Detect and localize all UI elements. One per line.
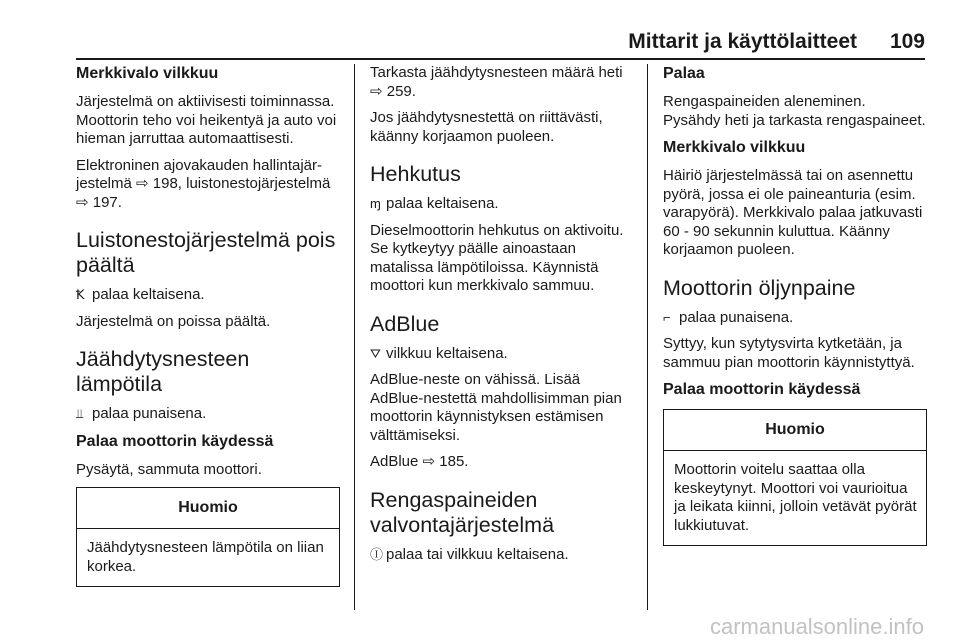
- heading-blinking: Merkkivalo vilkkuu: [76, 65, 219, 82]
- watermark: carmanualsonline.info: [709, 614, 924, 639]
- coolant-temperature-icon: ⫫: [76, 406, 84, 421]
- paragraph-coolant-enough: Jos jäähdytysnestettä on riittävästi, käänny korjaamon puoleen.: [370, 109, 603, 145]
- oil-pressure-icon: ⌐: [663, 309, 671, 325]
- paragraph-esc-ref: Elektroninen ajovakauden hallintajärjestelmä ⇨ 198, luistonestojärjestelmä ⇨ 197.: [76, 156, 331, 211]
- paragraph-tc-yellow: Ꝁ palaa keltaisena.: [76, 286, 205, 303]
- note-title: Huomio: [77, 488, 339, 529]
- paragraph-adblue-blink: ⛛ vilkkuu keltaisena.: [370, 344, 508, 362]
- traction-off-icon: Ꝁ: [76, 287, 85, 302]
- column-middle: [370, 64, 634, 572]
- paragraph-system-off: Järjestelmä on poissa päältä.: [76, 312, 271, 330]
- paragraph-glow-yellow: ɱ palaa keltaisena.: [370, 195, 499, 212]
- heading-adblue: AdBlue: [370, 311, 440, 336]
- paragraph-active: Järjestelmä on aktiivisesti toiminnassa. Moottorin teho voi heikentyä ja auto voi hieman jarruttaa automaattisesti.: [76, 93, 337, 147]
- heading-oil-pressure: Moottorin öljynpaine: [663, 275, 856, 300]
- paragraph-tpms: Ⓘ palaa tai vilkkuu keltaisena.: [370, 545, 569, 563]
- tyre-pressure-icon: Ⓘ: [370, 546, 384, 562]
- heading-traction-off: Luistonestojärjestelmä pois päältä: [76, 228, 336, 277]
- note-title: Huomio: [664, 410, 926, 451]
- column-divider: [647, 64, 648, 610]
- paragraph-oil-red: ⌐ palaa punaisena.: [663, 308, 794, 326]
- column-left: [76, 64, 340, 587]
- note-text: Moottorin voitelu saattaa olla keskeytynyt. Moottori voi vaurioitua ja leikata kiinni, jolloin vetävät pyörät lukkiutuvat.: [674, 461, 917, 534]
- heading-coolant-temp: Jäähdytysnesteen lämpötila: [76, 347, 250, 396]
- heading-engine-running: Palaa moottorin käydessä: [76, 432, 274, 450]
- note-text: Jäähdytysnesteen lämpötila on liian korkea.: [87, 539, 324, 575]
- page-header: [76, 24, 925, 60]
- heading-engine-running: Palaa moottorin käydessä: [663, 381, 861, 398]
- note-box: [76, 487, 340, 587]
- paragraph-adblue-low: AdBlue-neste on vähissä. Lisää AdBlue-nestettä mahdollisimman pian moottorin käynnistyksen estämisen välttämiseksi.: [370, 371, 622, 444]
- section-title: Mittarit ja käyttölaitteet: [628, 30, 857, 53]
- paragraph-oil: Syttyy, kun sytytysvirta kytketään, ja sammuu pian moottorin käynnistyttyä.: [663, 335, 915, 371]
- adblue-icon: ⛛: [370, 345, 381, 361]
- paragraph-stop: Pysäytä, sammuta moottori.: [76, 460, 262, 478]
- paragraph-adblue-ref: AdBlue ⇨ 185.: [370, 453, 469, 470]
- paragraph-glow: Dieselmoottorin hehkutus on aktivoitu. Se kytkeytyy päälle ainoastaan matalissa lämpötiloissa. Käynnistä moottori kun merkkivalo sammuu.: [370, 221, 624, 294]
- note-box: [663, 409, 927, 546]
- column-divider: [354, 64, 355, 610]
- glow-plug-icon: ɱ: [370, 196, 381, 211]
- heading-glow: Hehkutus: [370, 162, 461, 186]
- paragraph-coolant-red: ⫫ palaa punaisena.: [76, 405, 207, 422]
- page-number: 109: [889, 30, 925, 53]
- paragraph-fault: Häiriö järjestelmässä tai on asennettu pyörä, jossa ei ole paineanturia (esim. varapyörä). Merkkivalo palaa jatkuvasti 60 - 90 sekunnin kuluttua. Käänny korjaamon puoleen.: [663, 167, 923, 258]
- heading-blinking: Merkkivalo vilkkuu: [663, 139, 806, 156]
- heading-on: Palaa: [663, 65, 705, 82]
- heading-tpms: Rengaspaineiden valvontajärjestelmä: [370, 487, 555, 537]
- column-right: [663, 64, 927, 546]
- paragraph-coolant-check: Tarkasta jäähdytysnesteen määrä heti ⇨ 259.: [370, 64, 623, 100]
- paragraph-tyre-pressure: Rengaspaineiden aleneminen. Pysähdy heti ja tarkasta rengaspaineet.: [663, 93, 926, 129]
